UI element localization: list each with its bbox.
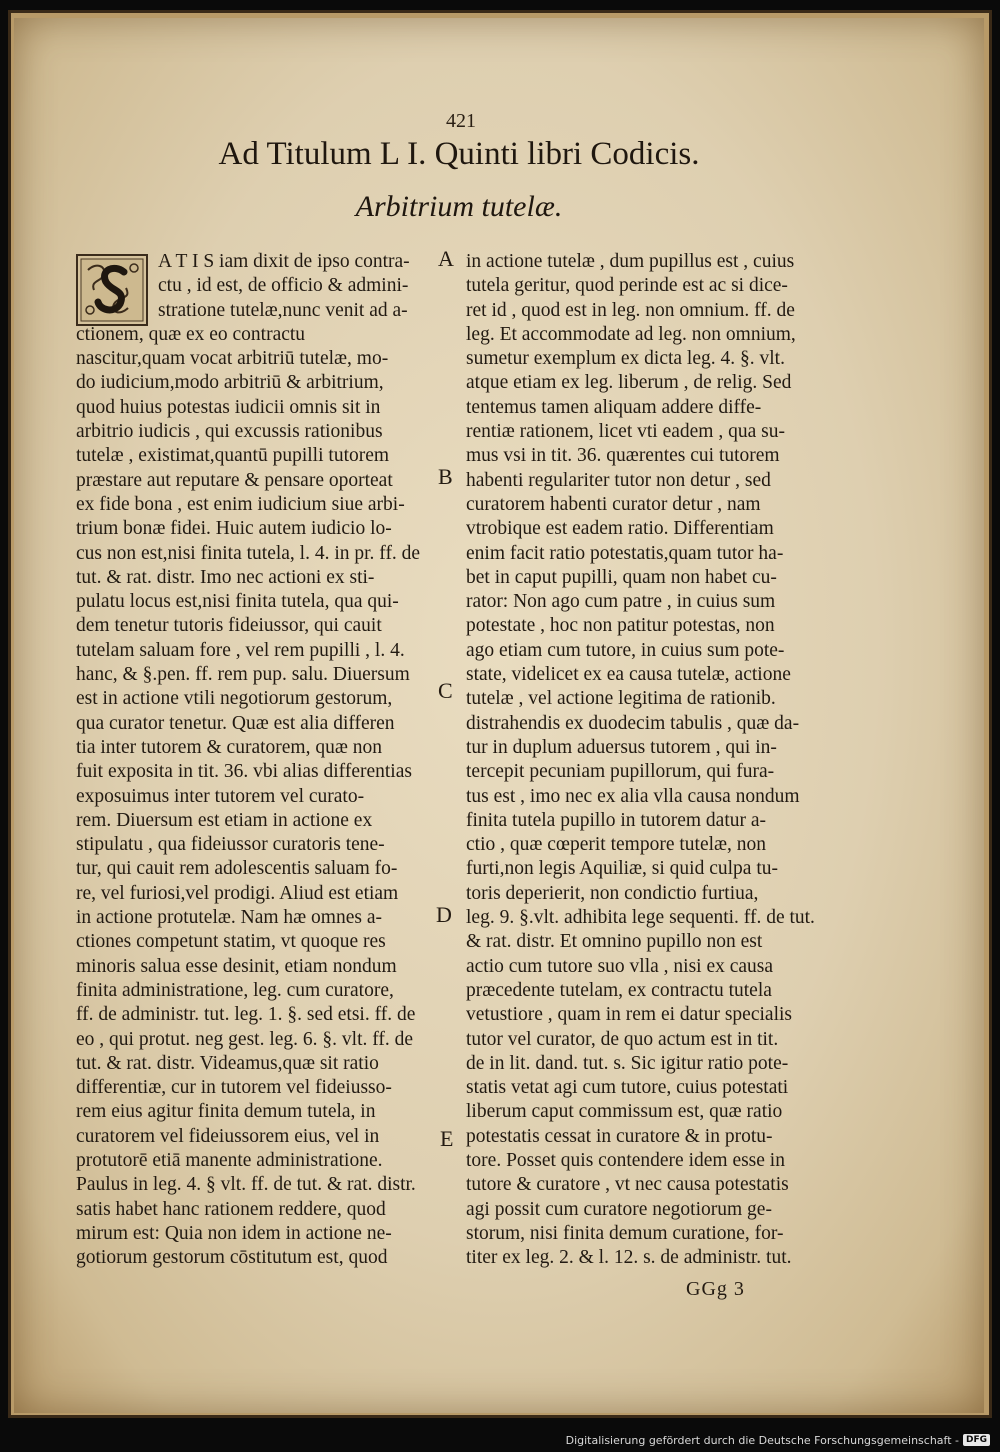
text-line: præstare aut reputare & pensare oporteat	[76, 469, 393, 491]
text-line: tur, qui cauit rem adolescentis saluam fo-	[76, 858, 398, 880]
text-line: distrahendis ex duodecim tabulis , quæ da-	[466, 712, 800, 734]
text-line: gotiorum gestorum cōstitutum est, quod	[76, 1247, 388, 1269]
text-line: & rat. distr. Et omnino pupillo non est	[466, 931, 763, 953]
text-line: agi possit cum curatore negotiorum ge-	[466, 1198, 772, 1220]
text-line: tut. & rat. distr. Imo nec actioni ex sti-	[76, 566, 375, 588]
text-line: rator: Non ago cum patre , in cuius sum	[466, 591, 776, 613]
text-line: stratione tutelæ,nunc venit ad a-	[158, 299, 408, 321]
text-line: protutorē etiā manente administratione.	[76, 1149, 383, 1171]
chapter-subtitle: Arbitrium tutelæ.	[355, 190, 563, 223]
text-line: tutor vel curator, de quo actum est in tit.	[466, 1028, 779, 1050]
text-line: tore. Posset quis contendere idem esse in	[466, 1149, 785, 1171]
text-line: est in actione vtili negotiorum gestorum,	[76, 688, 393, 710]
margin-letter-d: D	[436, 902, 452, 927]
text-line: nascitur,quam vocat arbitriū tutelæ, mo-	[76, 348, 389, 370]
text-line: arbitrio iudicis , qui excussis rationibus	[76, 421, 383, 443]
text-line: tercepit pecuniam pupillorum, qui fura-	[466, 761, 775, 783]
text-line: ret id , quod est in leg. non omnium. ff. de	[466, 299, 795, 321]
text-line: quod huius potestas iudicii omnis sit in	[76, 396, 381, 418]
text-line: potestatis cessat in curatore & in protu-	[466, 1125, 773, 1147]
text-line: re, vel furiosi,vel prodigi. Aliud est etiam	[76, 882, 399, 904]
text-line: sumetur exemplum ex dicta leg. 4. §. vlt.	[466, 348, 785, 370]
signature-mark: GGg 3	[686, 1278, 745, 1300]
text-line: ff. de administr. tut. leg. 1. §. sed etsi. ff. de	[76, 1004, 416, 1026]
text-line: tutelæ , vel actione legitima de rationib.	[466, 688, 776, 710]
text-line: A T I S iam dixit de ipso contra-	[158, 251, 410, 272]
text-line: leg. Et accommodate ad leg. non omnium,	[466, 323, 796, 345]
text-line: rentiæ rationem, licet vti eadem , qua su-	[466, 421, 785, 443]
margin-letter-b: B	[438, 464, 453, 489]
chapter-title: Ad Titulum L I. Quinti libri Codicis.	[218, 136, 700, 172]
text-line: vetustiore , quam in rem ei datur specialis	[466, 1004, 792, 1026]
text-line: ctionem, quæ ex eo contractu	[76, 323, 306, 345]
text-line: de in lit. dand. tut. s. Sic igitur ratio pote-	[466, 1052, 789, 1074]
text-line: tia inter tutorem & curatorem, quæ non	[76, 736, 382, 758]
text-line: dem tenetur tutoris fideiussor, qui cauit	[76, 615, 382, 637]
footer-text: Digitalisierung gefördert durch die Deutsche Forschungsgemeinschaft -	[565, 1433, 959, 1447]
text-line: leg. 9. §.vlt. adhibita lege sequenti. ff. de tut.	[466, 907, 815, 929]
text-line: tut. & rat. distr. Videamus,quæ sit ratio	[76, 1052, 379, 1074]
text-line: differentiæ, cur in tutorem vel fideiusso-	[76, 1077, 392, 1099]
text-line: in actione protutelæ. Nam hæ omnes a-	[76, 907, 382, 929]
text-line: titer ex leg. 2. & l. 12. s. de administr. tut.	[466, 1247, 792, 1269]
text-line: ex fide bona , est enim iudicium siue arbi-	[76, 493, 405, 515]
text-line: qua curator tenetur. Quæ est alia differen	[76, 712, 395, 734]
text-line: rem. Diuersum est etiam in actione ex	[76, 809, 373, 831]
text-line: mirum est: Quia non idem in actione ne-	[76, 1222, 392, 1244]
text-line: in actione tutelæ , dum pupillus est , cuius	[466, 251, 795, 272]
text-line: vtrobique est eadem ratio. Differentiam	[466, 518, 774, 540]
text-line: bet in caput pupilli, quam non habet cu-	[466, 566, 777, 588]
text-line: pulatu locus est,nisi finita tutela, qua qui-	[76, 591, 399, 613]
text-line: exposuimus inter tutorem vel curato-	[76, 785, 365, 807]
text-line: præcedente tutelam, ex contractu tutela	[466, 979, 772, 1001]
text-line: finita administratione, leg. cum curatore,	[76, 979, 394, 1001]
text-line: tentemus tamen aliquam addere diffe-	[466, 396, 762, 418]
text-line: curatorem vel fideiussorem eius, vel in	[76, 1125, 380, 1147]
text-line: cus non est,nisi finita tutela, l. 4. in pr. ff. de	[76, 542, 421, 564]
text-line: storum, nisi finita demum curatione, for-	[466, 1222, 784, 1244]
text-line: minoris salua esse desinit, etiam nondum	[76, 955, 397, 977]
dfg-logo: DFG	[963, 1434, 990, 1446]
right-column	[466, 250, 838, 1270]
text-line: ctiones competunt statim, vt quoque res	[76, 931, 386, 953]
text-line: toris deperierit, non condictio furtiua,	[466, 882, 759, 904]
text-line: tutelam saluam fore , vel rem pupilli , l. 4.	[76, 639, 405, 661]
text-line: furti,non legis Aquiliæ, si quid culpa tu-	[466, 858, 778, 880]
text-line: ago etiam cum tutore, in cuius sum pote-	[466, 639, 785, 661]
text-line: ctio , quæ cœperit tempore tutelæ, non	[466, 834, 767, 856]
text-line: tur in duplum aduersus tutorem , qui in-	[466, 736, 777, 758]
text-line: potestate , hoc non patitur potestas, non	[466, 615, 775, 637]
text-line: mus vsi in tit. 36. quærentes cui tutorem	[466, 445, 780, 467]
book-page	[14, 18, 984, 1413]
margin-letter-e: E	[440, 1126, 454, 1151]
left-column	[76, 250, 448, 1270]
text-line: finita tutela pupillo in tutorem datur a-	[466, 809, 767, 831]
text-line: tus est , imo nec ex alia vlla causa nondum	[466, 785, 800, 807]
text-line: tutore & curatore , vt nec causa potestatis	[466, 1174, 789, 1196]
text-line: curatorem habenti curator detur , nam	[466, 493, 761, 515]
text-line: ctu , id est, de officio & admini-	[158, 275, 409, 297]
text-line: hanc, & §.pen. ff. rem pup. salu. Diuersum	[76, 664, 410, 686]
text-line: habenti regulariter tutor non detur , sed	[466, 469, 771, 491]
text-line: fuit exposita in tit. 36. vbi alias differentias	[76, 761, 412, 783]
text-line: tutelæ , existimat,quantū pupilli tutorem	[76, 445, 390, 467]
text-line: do iudicium,modo arbitriū & arbitrium,	[76, 372, 384, 394]
text-line: liberum caput commissum est, quæ ratio	[466, 1101, 783, 1123]
text-line: stipulatu , qua fideiussor curatoris tene-	[76, 834, 385, 856]
margin-letter-c: C	[438, 678, 453, 703]
page-number: 421	[446, 110, 476, 132]
text-line: Paulus in leg. 4. § vlt. ff. de tut. & rat. distr.	[76, 1174, 416, 1196]
text-line: eo , qui protut. neg gest. leg. 6. §. vlt. ff. de	[76, 1028, 414, 1050]
text-line: actio cum tutore suo vlla , nisi ex causa	[466, 955, 774, 977]
text-line: satis habet hanc rationem reddere, quod	[76, 1198, 386, 1220]
margin-letter-a: A	[438, 246, 454, 271]
text-line: statis vetat agi cum tutore, cuius potestati	[466, 1077, 789, 1099]
text-line: enim facit ratio potestatis,quam tutor ha-	[466, 542, 784, 564]
text-line: trium bonæ fidei. Huic autem iudicio lo-	[76, 518, 392, 540]
text-line: rem eius agitur finita demum tutela, in	[76, 1101, 376, 1123]
text-line: state, videlicet ex ea causa tutelæ, actione	[466, 664, 791, 686]
text-line: atque etiam ex leg. liberum , de relig. Sed	[466, 372, 792, 394]
digitization-footer	[566, 1432, 990, 1448]
text-line: tutela geritur, quod perinde est ac si dice-	[466, 275, 788, 297]
